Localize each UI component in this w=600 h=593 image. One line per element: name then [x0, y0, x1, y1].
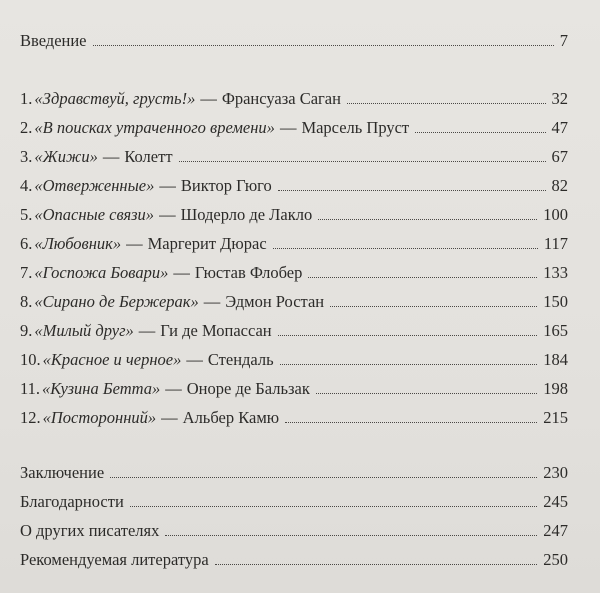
work-title: «Милый друг»	[34, 321, 134, 340]
work-title: «В поисках утраченного времени»	[34, 118, 275, 137]
toc-entry-chapter-6[interactable]	[20, 226, 568, 254]
toc-page-number: 32	[551, 89, 568, 108]
toc-entry-chapter-2[interactable]	[20, 110, 568, 138]
work-title: «Любовник»	[34, 234, 122, 253]
chapter-number: 10.	[20, 350, 41, 369]
chapter-number: 12.	[20, 408, 41, 427]
toc-entry-text	[20, 321, 278, 341]
toc-entry-intro[interactable]	[20, 23, 568, 51]
chapter-number: 8.	[20, 292, 33, 311]
dot-leader	[93, 45, 554, 46]
toc-entry-other-writers[interactable]	[20, 513, 568, 541]
author-name: Франсуаза Саган	[221, 89, 341, 108]
work-title: «Кузина Бетта»	[42, 379, 161, 398]
toc-entry-text	[20, 118, 415, 138]
dash: —	[126, 234, 143, 253]
toc-page-number: 82	[551, 176, 568, 195]
toc-entry-text	[20, 292, 330, 312]
chapter-number: 9.	[20, 321, 33, 340]
toc-entry-text	[20, 176, 278, 196]
toc-page-number: 198	[543, 379, 568, 398]
work-title: «Отверженные»	[34, 176, 155, 195]
author-name: Колетт	[124, 147, 173, 166]
work-title: «Красное и черное»	[42, 350, 182, 369]
toc-page-number: 47	[551, 118, 568, 137]
chapter-number: 4.	[20, 176, 33, 195]
toc-entry-chapter-3[interactable]	[20, 139, 568, 167]
dash: —	[165, 379, 182, 398]
work-title: «Сирано де Бержерак»	[34, 292, 199, 311]
toc-entry-chapter-9[interactable]	[20, 313, 568, 341]
dash: —	[102, 147, 120, 166]
dot-leader	[278, 335, 538, 336]
toc-entry-text	[20, 147, 179, 167]
toc-page-number: 67	[551, 147, 568, 166]
dash: —	[203, 292, 221, 311]
dash: —	[159, 176, 176, 195]
author-name: Ги де Мопассан	[160, 321, 272, 340]
chapter-number: 11.	[20, 379, 41, 398]
dot-leader	[415, 132, 545, 133]
toc-entry-acknowledgements[interactable]	[20, 484, 568, 512]
dot-leader	[280, 364, 538, 365]
chapter-number: 3.	[20, 147, 33, 166]
toc-entry-text	[20, 234, 273, 254]
dash: —	[161, 408, 178, 427]
dot-leader	[215, 564, 538, 565]
author-name: Гюстав Флобер	[194, 263, 303, 282]
work-title: «Опасные связи»	[34, 205, 155, 224]
chapter-number: 6.	[20, 234, 33, 253]
toc-entry-chapter-12[interactable]	[20, 400, 568, 428]
toc-entry-title: О других писателях	[20, 521, 160, 540]
author-name: Марсель Пруст	[301, 118, 410, 137]
toc-page-number: 184	[543, 350, 568, 369]
toc-entry-title: Введение	[20, 31, 87, 50]
toc-entry-title: Рекомендуемая литература	[20, 550, 209, 569]
dash: —	[138, 321, 156, 340]
chapter-number: 2.	[20, 118, 33, 137]
toc-page-number: 245	[543, 492, 568, 511]
work-title: «Жижи»	[34, 147, 98, 166]
toc-entry-text	[20, 205, 318, 225]
toc-entry-text	[20, 350, 280, 370]
toc-page-number: 117	[543, 234, 568, 253]
work-title: «Здравствуй, грусть!»	[34, 89, 196, 108]
dot-leader	[316, 393, 537, 394]
chapter-number: 7.	[20, 263, 33, 282]
toc-entry-conclusion[interactable]	[20, 455, 568, 483]
toc-entry-text	[20, 89, 347, 109]
chapter-number: 1.	[20, 89, 33, 108]
toc-entry-chapter-8[interactable]	[20, 284, 568, 312]
toc-page-number: 215	[543, 408, 568, 427]
toc-page-number: 100	[543, 205, 568, 224]
dash: —	[159, 205, 176, 224]
dot-leader	[278, 190, 546, 191]
dot-leader	[130, 506, 537, 507]
author-name: Оноре де Бальзак	[186, 379, 310, 398]
dot-leader	[285, 422, 537, 423]
dot-leader	[165, 535, 537, 536]
toc-page-number: 250	[543, 550, 568, 569]
dot-leader	[318, 219, 537, 220]
dash: —	[200, 89, 217, 108]
toc-page-number: 133	[543, 263, 568, 282]
author-name: Эдмон Ростан	[225, 292, 325, 311]
dot-leader	[330, 306, 537, 307]
toc-entry-chapter-11[interactable]	[20, 371, 568, 399]
toc-entry-text	[20, 408, 285, 428]
dot-leader	[273, 248, 538, 249]
dash: —	[186, 350, 203, 369]
dot-leader	[179, 161, 546, 162]
work-title: «Посторонний»	[42, 408, 157, 427]
toc-entry-chapter-7[interactable]	[20, 255, 568, 283]
author-name: Альбер Камю	[182, 408, 280, 427]
dash: —	[173, 263, 190, 282]
dot-leader	[347, 103, 546, 104]
toc-page-number: 7	[559, 31, 568, 50]
dot-leader	[110, 477, 537, 478]
toc-page-number: 230	[543, 463, 568, 482]
toc-page-number: 247	[543, 521, 568, 540]
toc-entry-title: Заключение	[20, 463, 105, 482]
toc-page-number: 165	[543, 321, 568, 340]
toc-entry-chapter-5[interactable]	[20, 197, 568, 225]
toc-entry-text	[20, 379, 316, 399]
work-title: «Госпожа Бовари»	[34, 263, 169, 282]
toc-entry-text	[20, 263, 308, 283]
toc-page-number: 150	[543, 292, 568, 311]
author-name: Шодерло де Лакло	[180, 205, 313, 224]
toc-entry-chapter-1[interactable]	[20, 81, 568, 109]
toc-entry-recommended-reading[interactable]	[20, 542, 568, 570]
toc-entry-chapter-4[interactable]	[20, 168, 568, 196]
chapter-number: 5.	[20, 205, 33, 224]
toc-entry-title: Благодарности	[20, 492, 124, 511]
toc-entry-chapter-10[interactable]	[20, 342, 568, 370]
dash: —	[279, 118, 297, 137]
author-name: Маргерит Дюрас	[147, 234, 267, 253]
author-name: Стендаль	[207, 350, 274, 369]
author-name: Виктор Гюго	[180, 176, 272, 195]
dot-leader	[308, 277, 537, 278]
